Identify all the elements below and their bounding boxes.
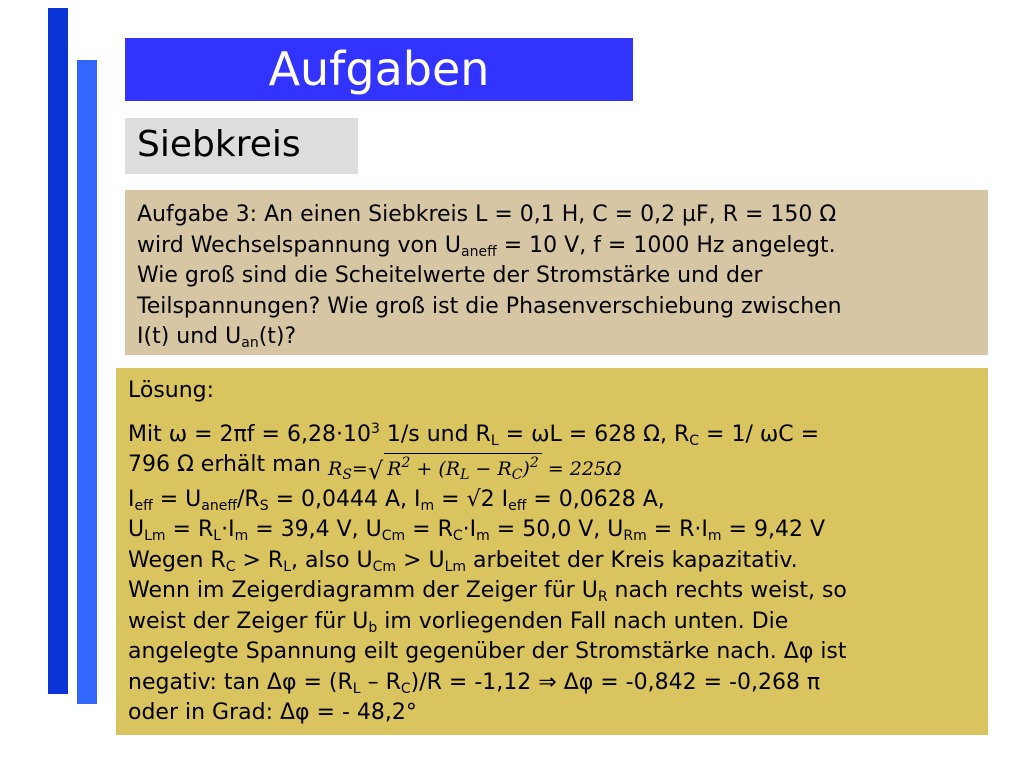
decorative-bar-light (77, 60, 97, 704)
solution-text (128, 420, 976, 729)
task-text (125, 190, 988, 355)
solution-line: oder in Grad: Δφ = - 48,2° (128, 700, 417, 725)
solution-line: $U_{Lm} = R_L\cdot I_m = 39,4$ V, $U_{Cm} = R_C\cdot I_m = 50,0$ V, $U_{Rm} = R\cdot I_m = 9,42$ V (128, 517, 825, 544)
solution-line: weist der Zeiger für $U_b$ im vorliegenden Fall nach unten. Die (128, 608, 789, 636)
solution-line: negativ: $\tan \Delta\varphi = (R_L - R_C)/R = -1,12$ ⇒ Δφ = -0,842 = -0,268 π (128, 669, 821, 697)
slide-title: Aufgaben (125, 38, 633, 101)
slide-subtitle: Siebkreis (125, 118, 358, 174)
solution-line: Mit $\omega = 2\pi f = 6,28\cdot 10^3$ 1/s und $R_L = \omega L = 628$ Ω, $R_C = 1/$ ωC = (128, 420, 820, 449)
solution-line: Wenn im Zeigerdiagramm der Zeiger für $U_R$ nach rechts weist, so (128, 578, 847, 605)
task-line: Wie groß sind die Scheitelwerte der Stromstärke und der (137, 263, 763, 288)
solution-line: $I_{eff} = U_{aneff}/R_S = 0,0444$ A, $I_m = √2$ $I_{eff} = 0,0628$ A, (128, 486, 665, 514)
task-line: Aufgabe 3: An einen Siebkreis L = 0,1 H, C = 0,2 µF, R = 150 Ω (137, 202, 837, 227)
solution-line: angelegte Spannung eilt gegenüber der Stromstärke nach. Δφ ist (128, 639, 847, 664)
solution-panel (116, 368, 988, 735)
impedance-formula: $R_S=√$ $R^2 + (R_L - R_C)^2 = 225\Omega$ (328, 455, 622, 485)
decorative-bar-dark (48, 8, 68, 694)
solution-line: Wegen $R_C > R_L$, also $U_{Cm} > U_{Lm}$ arbeitet der Kreis kapazitativ. (128, 547, 798, 575)
task-line: Teilspannungen? Wie groß ist die Phasenverschiebung zwischen (137, 293, 842, 319)
solution-heading: Lösung: (128, 378, 215, 403)
task-line: I(t) und $U_{an}(t)$? (137, 324, 297, 351)
solution-line: 796 Ω erhält man $R_S=√$ $R^2 + (R_L - R_C)^2 = 225\Omega$ (128, 452, 622, 485)
task-line: wird Wechselspannung von $U_{aneff} = 10$ V, f = 1000 Hz angelegt. (137, 232, 836, 260)
